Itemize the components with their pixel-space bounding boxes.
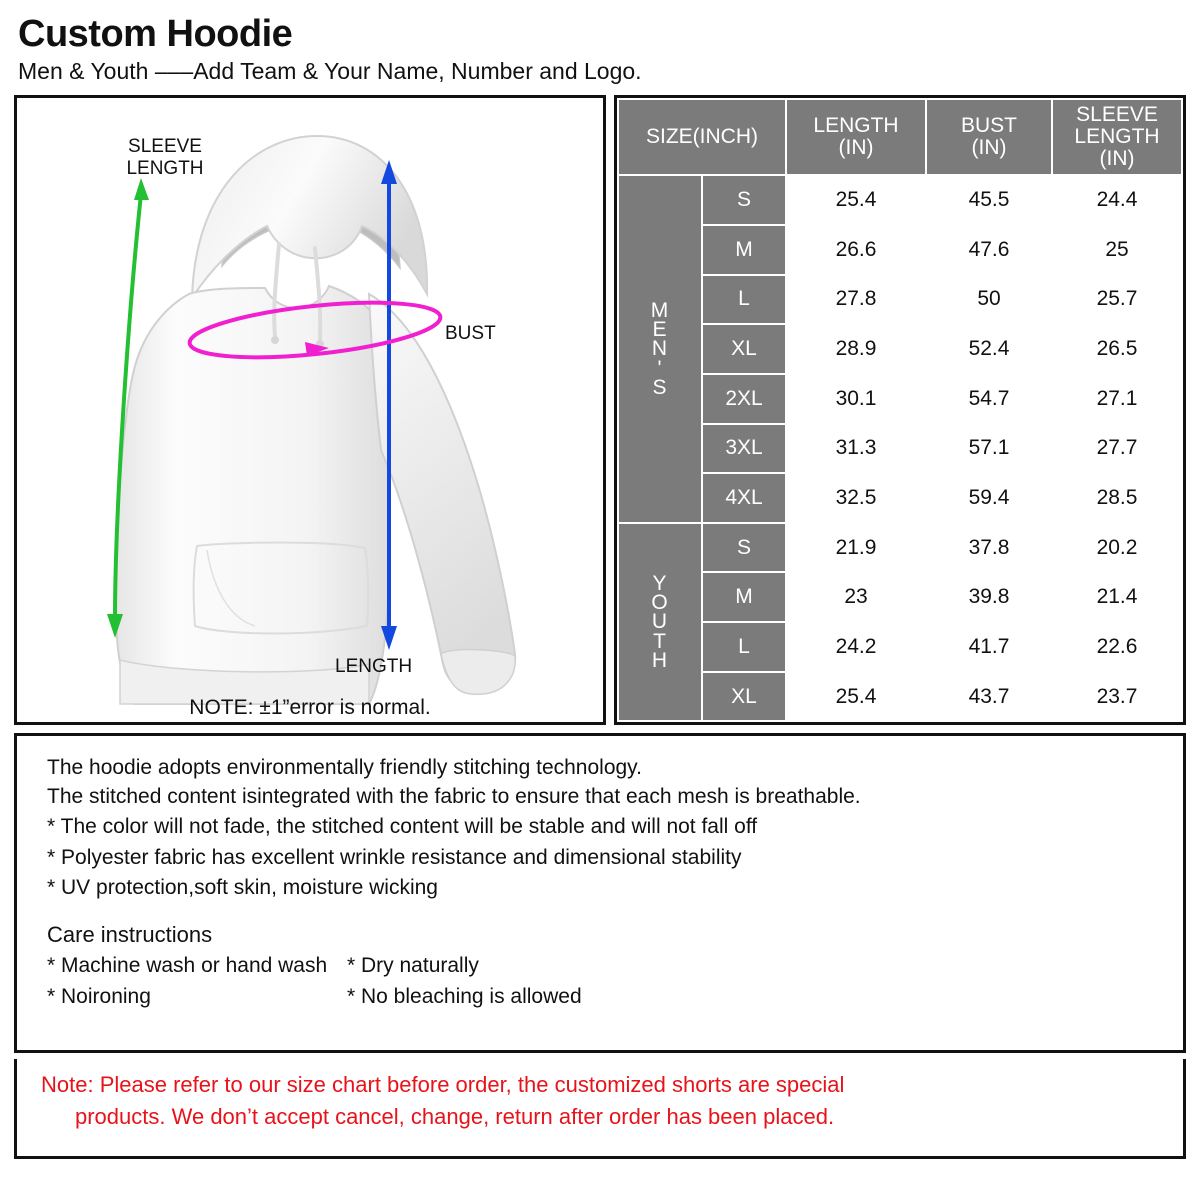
group-letter: Y <box>652 571 668 595</box>
order-note-line2: products. We don’t accept cancel, change, return after order has been placed. <box>75 1104 835 1130</box>
bust-cell: 41.7 <box>926 622 1052 672</box>
length-cell: 21.9 <box>786 523 926 573</box>
care-item: * No bleaching is allowed <box>347 985 582 1009</box>
length-label: LENGTH <box>335 656 413 678</box>
page-subtitle: Men & Youth –––Add Team & Your Name, Number and Logo. <box>18 57 642 84</box>
sleeve-cell: 21.4 <box>1052 572 1182 622</box>
top-region <box>14 95 1186 725</box>
table-row <box>618 374 1182 424</box>
header-length-line1: LENGTH <box>813 114 899 138</box>
header-size: SIZE(INCH) <box>618 99 786 175</box>
order-note-panel <box>14 1059 1186 1159</box>
size-cell: 4XL <box>702 473 786 523</box>
group-letter: ' <box>657 356 663 380</box>
care-instructions-title: Care instructions <box>47 921 213 947</box>
info-line: The stitched content isintegrated with the fabric to ensure that each mesh is breathable. <box>47 785 861 809</box>
size-cell: XL <box>702 324 786 374</box>
length-cell: 28.9 <box>786 324 926 374</box>
bust-cell: 57.1 <box>926 424 1052 474</box>
hoodie-figure-panel <box>14 95 606 725</box>
group-label-youth <box>618 523 702 722</box>
length-cell: 26.6 <box>786 225 926 275</box>
group-letter: O <box>651 591 669 615</box>
length-cell: 32.5 <box>786 473 926 523</box>
group-letter: T <box>653 629 667 653</box>
size-cell: 2XL <box>702 374 786 424</box>
sleeve-cell: 28.5 <box>1052 473 1182 523</box>
header-bust-line2: (IN) <box>971 136 1007 160</box>
bust-label: BUST <box>445 323 496 345</box>
care-item: * Machine wash or hand wash <box>47 953 328 977</box>
header-length <box>786 99 926 175</box>
bust-cell: 37.8 <box>926 523 1052 573</box>
group-label-mens <box>618 175 702 522</box>
measurement-note: NOTE: ±1”error is normal. <box>189 696 431 720</box>
size-cell: XL <box>702 672 786 722</box>
group-letter: N <box>651 337 669 361</box>
length-cell: 27.8 <box>786 275 926 325</box>
sleeve-cell: 27.1 <box>1052 374 1182 424</box>
sleeve-cell: 20.2 <box>1052 523 1182 573</box>
sleeve-cell: 27.7 <box>1052 424 1182 474</box>
bust-cell: 45.5 <box>926 175 1052 225</box>
size-table-panel <box>614 95 1186 725</box>
bust-cell: 50 <box>926 275 1052 325</box>
size-table <box>617 98 1183 722</box>
size-cell: S <box>702 175 786 225</box>
table-row <box>618 523 1182 573</box>
table-row <box>618 275 1182 325</box>
length-cell: 24.2 <box>786 622 926 672</box>
table-row <box>618 424 1182 474</box>
length-cell: 25.4 <box>786 672 926 722</box>
care-item: * Noironing <box>47 985 151 1009</box>
bust-cell: 54.7 <box>926 374 1052 424</box>
group-letter: S <box>652 376 668 400</box>
header-sleeve-line1: SLEEVE <box>1076 103 1158 127</box>
sleeve-length-label-line1: SLEEVE <box>128 136 202 158</box>
table-header-row <box>618 99 1182 175</box>
group-letter: E <box>652 318 668 342</box>
care-row <box>47 981 1153 1013</box>
info-line: The hoodie adopts environmentally friendly stitching technology. <box>47 756 642 780</box>
size-cell: M <box>702 572 786 622</box>
sleeve-cell: 25.7 <box>1052 275 1182 325</box>
size-cell: 3XL <box>702 424 786 474</box>
sleeve-length-label <box>105 136 225 180</box>
sleeve-cell: 25 <box>1052 225 1182 275</box>
info-line: * The color will not fade, the stitched content will be stable and will not fall off <box>47 815 758 839</box>
product-info-panel <box>14 733 1186 1053</box>
table-row <box>618 324 1182 374</box>
table-row <box>618 175 1182 225</box>
table-row <box>618 225 1182 275</box>
size-cell: L <box>702 622 786 672</box>
order-note-line2-wrap <box>41 1101 1159 1133</box>
sleeve-cell: 23.7 <box>1052 672 1182 722</box>
table-row <box>618 473 1182 523</box>
bust-cell: 47.6 <box>926 225 1052 275</box>
size-cell: S <box>702 523 786 573</box>
header-sleeve-line3: (IN) <box>1099 147 1135 171</box>
info-line: * Polyester fabric has excellent wrinkle resistance and dimensional stability <box>47 845 742 869</box>
table-row <box>618 672 1182 722</box>
length-cell: 31.3 <box>786 424 926 474</box>
page-title: Custom Hoodie <box>18 13 293 55</box>
sleeve-length-label-line2: LENGTH <box>126 158 204 180</box>
sleeve-cell: 22.6 <box>1052 622 1182 672</box>
care-item: * Dry naturally <box>347 953 479 977</box>
header-sleeve-line2: LENGTH <box>1074 125 1160 149</box>
length-cell: 23 <box>786 572 926 622</box>
bust-cell: 59.4 <box>926 473 1052 523</box>
sleeve-cell: 24.4 <box>1052 175 1182 225</box>
header-bust <box>926 99 1052 175</box>
header-length-line2: (IN) <box>838 136 874 160</box>
header-bust-line1: BUST <box>960 114 1017 138</box>
order-note-line1: Note: Please refer to our size chart before order, the customized shorts are special <box>41 1072 845 1098</box>
table-row <box>618 572 1182 622</box>
bust-cell: 43.7 <box>926 672 1052 722</box>
length-cell: 30.1 <box>786 374 926 424</box>
info-line: * UV protection,soft skin, moisture wicking <box>47 876 438 900</box>
sleeve-cell: 26.5 <box>1052 324 1182 374</box>
length-cell: 25.4 <box>786 175 926 225</box>
group-letter: U <box>651 610 669 634</box>
group-letter: H <box>651 649 669 673</box>
hoodie-illustration <box>17 98 603 722</box>
size-cell: M <box>702 225 786 275</box>
bust-cell: 52.4 <box>926 324 1052 374</box>
table-row <box>618 622 1182 672</box>
size-cell: L <box>702 275 786 325</box>
group-letter: M <box>650 298 670 322</box>
size-table-body <box>618 175 1182 721</box>
care-row <box>47 950 1153 982</box>
header-sleeve-length <box>1052 99 1182 175</box>
bust-cell: 39.8 <box>926 572 1052 622</box>
